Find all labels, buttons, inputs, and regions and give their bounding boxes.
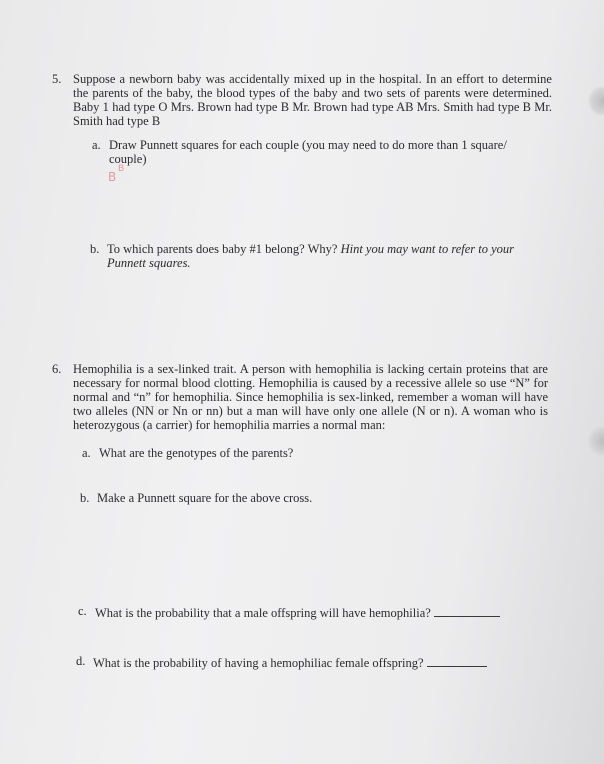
question-number: 6. xyxy=(52,362,62,376)
binder-hole xyxy=(588,86,604,116)
sub-label: d. xyxy=(76,654,86,668)
sub-label: a. xyxy=(92,138,101,152)
question-text: Suppose a newborn baby was accidentally mixed up in the hospital. In an effort to determine the parents of the baby, the blood types of the baby and two sets of parents were determined. Baby 1 had type O Mrs. Brown had type B Mr. Brown had type AB Mrs. Smith had type B Mr. Smith had type B xyxy=(73,72,552,128)
question-6b xyxy=(80,491,520,505)
question-6c xyxy=(78,604,538,620)
binder-hole xyxy=(588,426,604,456)
question-text: Hemophilia is a sex-linked trait. A person with hemophilia is lacking certain proteins that are necessary for normal blood clotting. Hemophilia is caused by a recessive allele so use “N” for normal and “n” for hemophilia. Since hemophilia is sex-linked, remember a woman will have two alleles (NN or Nn or nn) but a man will have only one allele (N or n). A woman who is heterozygous (a carrier) for hemophilia marries a normal man: xyxy=(73,362,548,432)
sub-label: a. xyxy=(82,446,91,460)
worksheet-page: 5. Suppose a newborn baby was accidentally mixed up in the hospital. In an effort to determine the parents of the baby, the blood types of the baby and two sets of parents were determined. Baby 1 had type O Mrs. Brown had type B Mr. Brown had type AB Mrs. Smith had type B Mr. Smith had type B a. Draw Punnett squares for each couple (you may need to do more than 1 square/ couple) B B b. To which parents does baby #1 belong? Why? Hint you may want to refer to your Punnett squares. 6. Hemophilia is a sex-linked trait. A person with hemophilia is lacking certain proteins that are necessary for normal blood clotting. Hemophilia is caused by a recessive allele so use “N” for normal and “n” for hemophilia. Since hemophilia is sex-linked, remember a woman will have two alleles (NN or Nn or nn) but a man will have only one allele (N or n). A woman who is heterozygous (a carrier) for hemophilia marries a normal man: a. What are the genotypes of the parents? b. Make a Punnett square for the above cross. c. What is the probability that a male offspring will have hemophilia? d. What is the probability of having a hemophiliac female offspring? xyxy=(0,0,604,764)
question-5 xyxy=(52,72,552,128)
hint-text: Hint you may want to refer to your Punnett squares. xyxy=(107,242,515,270)
answer-blank[interactable] xyxy=(434,604,500,617)
sub-text: What is the probability that a male offspring will have hemophilia? xyxy=(95,606,431,620)
question-5b xyxy=(90,242,552,270)
sub-label: b. xyxy=(90,242,100,256)
sub-label: c. xyxy=(78,604,87,618)
question-number: 5. xyxy=(52,72,62,86)
sub-text: Draw Punnett squares for each couple (you may need to do more than 1 square/ couple) xyxy=(109,138,507,166)
question-5a xyxy=(92,138,544,166)
question-6 xyxy=(52,362,548,432)
sub-text: What is the probability of having a hemophiliac female offspring? xyxy=(93,656,424,670)
question-6a xyxy=(82,446,522,460)
answer-blank[interactable] xyxy=(427,654,487,667)
sub-text: Make a Punnett square for the above cross. xyxy=(97,491,313,505)
sub-label: b. xyxy=(80,491,90,505)
sub-text: What are the genotypes of the parents? xyxy=(99,446,294,460)
sub-text: To which parents does baby #1 belong? Why? xyxy=(107,242,341,256)
question-6d xyxy=(76,654,536,670)
